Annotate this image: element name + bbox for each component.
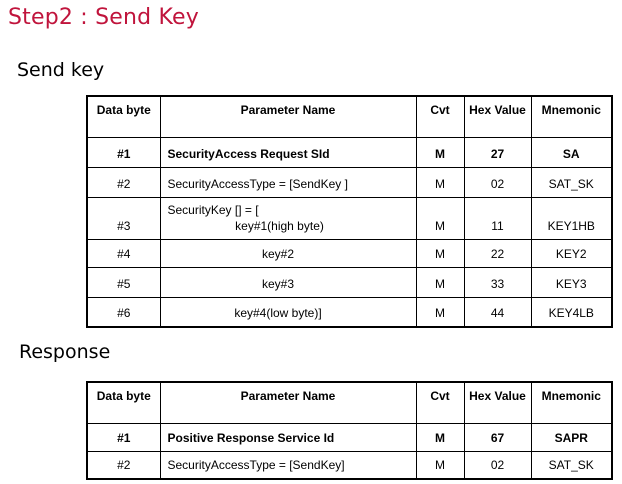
header-data-byte: Data byte [87, 382, 160, 423]
cell-parameter-name: Positive Response Service Id [160, 423, 416, 451]
header-parameter-name: Parameter Name [160, 96, 416, 137]
table-row [87, 197, 612, 239]
table-row [87, 167, 612, 197]
header-hex-value: Hex Value [464, 96, 531, 137]
cell-hex: 22 [464, 239, 531, 267]
table-header-row [87, 96, 612, 137]
header-cvt: Cvt [416, 382, 464, 423]
header-parameter-name: Parameter Name [160, 382, 416, 423]
table-row [87, 423, 612, 451]
table-row [87, 137, 612, 167]
key-1-label: key#1(high byte) [235, 218, 324, 233]
cell-cvt: M [416, 197, 464, 239]
table-row [87, 239, 612, 267]
cell-parameter-name: key#4(low byte)] [160, 297, 416, 327]
cell-parameter-name [160, 197, 416, 239]
header-data-byte: Data byte [87, 96, 160, 137]
cell-parameter-name: SecurityAccessType = [SendKey ] [160, 167, 416, 197]
header-hex-value: Hex Value [464, 382, 531, 423]
cell-mnemonic: SAT_SK [531, 451, 612, 479]
send-key-table [86, 95, 613, 328]
cell-hex: 67 [464, 423, 531, 451]
cell-byte: #1 [87, 423, 160, 451]
cell-mnemonic: KEY4LB [531, 297, 612, 327]
cell-hex: 02 [464, 167, 531, 197]
cell-hex: 33 [464, 267, 531, 297]
cell-byte: #2 [87, 451, 160, 479]
header-mnemonic: Mnemonic [531, 382, 612, 423]
send-key-section-title: Send key [17, 59, 105, 81]
header-mnemonic: Mnemonic [531, 96, 612, 137]
cell-cvt: M [416, 423, 464, 451]
cell-byte: #6 [87, 297, 160, 327]
cell-mnemonic: KEY2 [531, 239, 612, 267]
cell-parameter-name: SecurityAccessType = [SendKey] [160, 451, 416, 479]
response-table [86, 381, 613, 480]
cell-parameter-name: SecurityAccess Request SId [160, 137, 416, 167]
cell-mnemonic: KEY3 [531, 267, 612, 297]
cell-mnemonic: SA [531, 137, 612, 167]
table-row [87, 297, 612, 327]
cell-hex: 44 [464, 297, 531, 327]
cell-mnemonic: SAPR [531, 423, 612, 451]
cell-parameter-name: key#3 [160, 267, 416, 297]
cell-hex: 27 [464, 137, 531, 167]
table-row [87, 451, 612, 479]
cell-byte: #1 [87, 137, 160, 167]
cell-cvt: M [416, 137, 464, 167]
cell-cvt: M [416, 267, 464, 297]
cell-hex: 02 [464, 451, 531, 479]
cell-byte: #2 [87, 167, 160, 197]
header-cvt: Cvt [416, 96, 464, 137]
cell-cvt: M [416, 167, 464, 197]
cell-cvt: M [416, 451, 464, 479]
table-row [87, 267, 612, 297]
response-section-title: Response [19, 341, 111, 363]
cell-hex: 11 [464, 197, 531, 239]
cell-mnemonic: KEY1HB [531, 197, 612, 239]
cell-parameter-name: key#2 [160, 239, 416, 267]
cell-byte: #4 [87, 239, 160, 267]
cell-byte: #3 [87, 197, 160, 239]
cell-cvt: M [416, 239, 464, 267]
page-title: Step2 : Send Key [8, 5, 199, 30]
cell-cvt: M [416, 297, 464, 327]
cell-byte: #5 [87, 267, 160, 297]
security-key-label: SecurityKey [] = [ [167, 202, 259, 217]
cell-mnemonic: SAT_SK [531, 167, 612, 197]
table-header-row [87, 382, 612, 423]
